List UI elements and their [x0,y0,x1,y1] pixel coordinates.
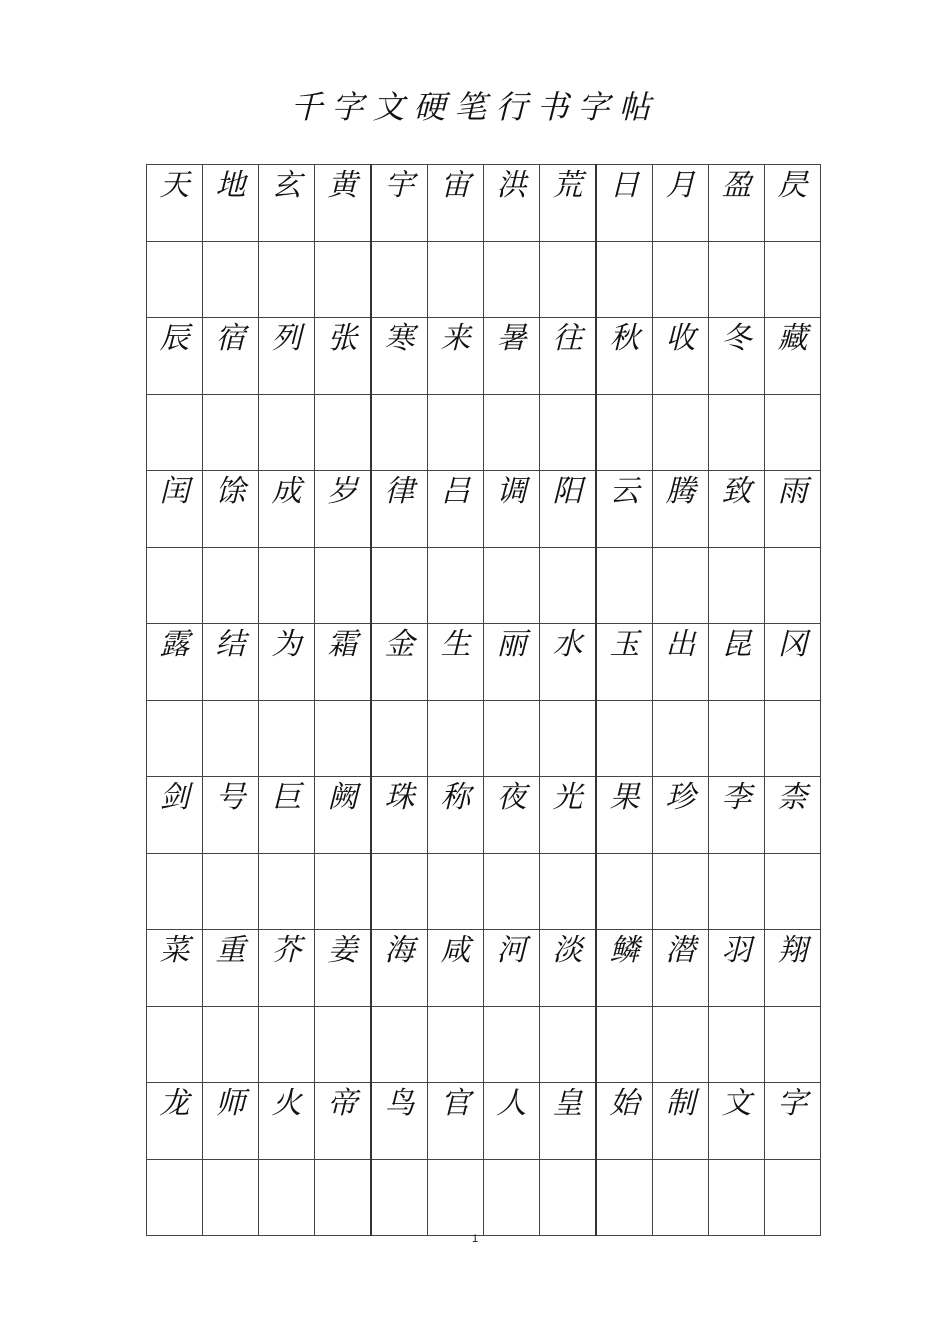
character-cell: 阳 [540,471,597,548]
character-cell: 文 [709,1083,765,1160]
practice-cell[interactable] [653,395,709,471]
character-cell: 昆 [709,624,765,701]
character-cell: 字 [765,1083,821,1160]
character-cell: 夜 [484,777,540,854]
character-cell: 宇 [371,165,428,242]
character-cell: 羽 [709,930,765,1007]
character-cell: 皇 [540,1083,597,1160]
practice-cell[interactable] [259,701,315,777]
character-cell: 致 [709,471,765,548]
practice-cell[interactable] [653,548,709,624]
character-row [147,165,821,242]
practice-cell[interactable] [540,854,597,930]
character-cell: 黄 [315,165,372,242]
character-cell: 鸟 [371,1083,428,1160]
character-cell: 成 [259,471,315,548]
character-cell: 天 [147,165,203,242]
page-number: 1 [471,1233,479,1245]
practice-cell[interactable] [259,395,315,471]
character-cell: 日 [596,165,653,242]
practice-cell[interactable] [540,1160,597,1236]
character-cell: 龙 [147,1083,203,1160]
character-cell: 雨 [765,471,821,548]
character-cell: 潜 [653,930,709,1007]
character-cell: 淡 [540,930,597,1007]
character-cell: 光 [540,777,597,854]
practice-cell[interactable] [371,1007,428,1083]
practice-cell[interactable] [540,242,597,318]
practice-cell[interactable] [596,242,653,318]
character-cell: 收 [653,318,709,395]
practice-cell[interactable] [371,1160,428,1236]
practice-cell[interactable] [709,1007,765,1083]
practice-cell[interactable] [371,242,428,318]
character-cell: 金 [371,624,428,701]
practice-cell[interactable] [147,242,203,318]
character-cell: 玄 [259,165,315,242]
practice-cell[interactable] [147,1007,203,1083]
practice-cell[interactable] [147,395,203,471]
character-row [147,471,821,548]
character-cell: 藏 [765,318,821,395]
practice-row [147,1160,821,1236]
practice-cell[interactable] [653,854,709,930]
character-cell: 荒 [540,165,597,242]
character-cell: 岁 [315,471,372,548]
practice-cell[interactable] [540,701,597,777]
practice-cell[interactable] [540,548,597,624]
practice-cell[interactable] [709,854,765,930]
practice-cell[interactable] [315,854,372,930]
character-row [147,930,821,1007]
practice-cell[interactable] [259,854,315,930]
character-cell: 冈 [765,624,821,701]
character-cell: 玉 [596,624,653,701]
character-cell: 冬 [709,318,765,395]
character-cell: 洪 [484,165,540,242]
character-cell: 河 [484,930,540,1007]
character-cell: 暑 [484,318,540,395]
character-cell: 咸 [428,930,484,1007]
practice-cell[interactable] [428,1007,484,1083]
practice-cell[interactable] [315,1007,372,1083]
character-row [147,318,821,395]
character-cell: 阙 [315,777,372,854]
character-cell: 列 [259,318,315,395]
practice-cell[interactable] [428,854,484,930]
practice-cell[interactable] [315,548,372,624]
character-cell: 张 [315,318,372,395]
practice-cell[interactable] [428,548,484,624]
practice-cell[interactable] [653,701,709,777]
practice-cell[interactable] [203,1007,259,1083]
practice-cell[interactable] [540,395,597,471]
character-cell: 出 [653,624,709,701]
character-cell: 闰 [147,471,203,548]
practice-cell[interactable] [203,548,259,624]
practice-cell[interactable] [709,548,765,624]
practice-cell[interactable] [709,1160,765,1236]
practice-cell[interactable] [653,1160,709,1236]
character-cell: 始 [596,1083,653,1160]
character-cell: 鳞 [596,930,653,1007]
practice-cell[interactable] [147,701,203,777]
practice-cell[interactable] [653,1007,709,1083]
character-cell: 师 [203,1083,259,1160]
character-cell: 菜 [147,930,203,1007]
practice-cell[interactable] [765,1007,821,1083]
character-cell: 云 [596,471,653,548]
practice-cell[interactable] [428,242,484,318]
character-cell: 水 [540,624,597,701]
practice-cell[interactable] [596,548,653,624]
practice-cell[interactable] [371,854,428,930]
character-cell: 为 [259,624,315,701]
practice-cell[interactable] [765,701,821,777]
practice-cell[interactable] [596,701,653,777]
character-cell: 巨 [259,777,315,854]
practice-cell[interactable] [147,854,203,930]
practice-cell[interactable] [765,1160,821,1236]
character-cell: 霜 [315,624,372,701]
character-cell: 结 [203,624,259,701]
character-cell: 珠 [371,777,428,854]
practice-cell[interactable] [653,242,709,318]
practice-cell[interactable] [203,242,259,318]
character-cell: 地 [203,165,259,242]
practice-row [147,854,821,930]
character-cell: 宙 [428,165,484,242]
character-cell: 腾 [653,471,709,548]
character-cell: 剑 [147,777,203,854]
character-cell: 律 [371,471,428,548]
character-cell: 帝 [315,1083,372,1160]
practice-cell[interactable] [371,395,428,471]
practice-cell[interactable] [428,395,484,471]
practice-cell[interactable] [484,242,540,318]
practice-cell[interactable] [709,701,765,777]
practice-cell[interactable] [765,395,821,471]
practice-cell[interactable] [259,1160,315,1236]
practice-cell[interactable] [259,548,315,624]
character-cell: 宿 [203,318,259,395]
practice-grid-body [147,165,821,1236]
character-cell: 盈 [709,165,765,242]
practice-cell[interactable] [203,854,259,930]
practice-cell[interactable] [484,854,540,930]
character-row [147,624,821,701]
practice-cell[interactable] [484,548,540,624]
practice-cell[interactable] [765,242,821,318]
character-cell: 人 [484,1083,540,1160]
character-cell: 秋 [596,318,653,395]
character-cell: 柰 [765,777,821,854]
practice-cell[interactable] [147,548,203,624]
practice-row [147,395,821,471]
practice-row [147,548,821,624]
character-cell: 官 [428,1083,484,1160]
practice-cell[interactable] [540,1007,597,1083]
practice-cell[interactable] [203,701,259,777]
character-cell: 吕 [428,471,484,548]
practice-cell[interactable] [259,1007,315,1083]
character-cell: 丽 [484,624,540,701]
practice-cell[interactable] [315,242,372,318]
practice-row [147,1007,821,1083]
practice-cell[interactable] [371,701,428,777]
practice-cell[interactable] [596,854,653,930]
practice-cell[interactable] [259,242,315,318]
practice-cell[interactable] [147,1160,203,1236]
practice-cell[interactable] [596,1007,653,1083]
character-cell: 寒 [371,318,428,395]
character-cell: 姜 [315,930,372,1007]
practice-cell[interactable] [315,701,372,777]
character-cell: 翔 [765,930,821,1007]
character-cell: 调 [484,471,540,548]
character-cell: 重 [203,930,259,1007]
practice-cell[interactable] [315,1160,372,1236]
character-cell: 露 [147,624,203,701]
page-title: 千字文硬笔行书字帖 [290,88,660,126]
practice-cell[interactable] [484,701,540,777]
character-cell: 称 [428,777,484,854]
character-cell: 往 [540,318,597,395]
character-cell: 芥 [259,930,315,1007]
practice-cell[interactable] [428,701,484,777]
practice-cell[interactable] [484,395,540,471]
practice-cell[interactable] [371,548,428,624]
character-cell: 昃 [765,165,821,242]
practice-cell[interactable] [709,395,765,471]
character-row [147,1083,821,1160]
practice-cell[interactable] [765,548,821,624]
character-cell: 海 [371,930,428,1007]
character-cell: 来 [428,318,484,395]
character-cell: 珍 [653,777,709,854]
practice-row [147,242,821,318]
character-cell: 辰 [147,318,203,395]
practice-cell[interactable] [596,1160,653,1236]
practice-cell[interactable] [484,1007,540,1083]
character-cell: 生 [428,624,484,701]
practice-cell[interactable] [709,242,765,318]
practice-cell[interactable] [315,395,372,471]
practice-cell[interactable] [596,395,653,471]
practice-cell[interactable] [765,854,821,930]
practice-cell[interactable] [203,1160,259,1236]
character-cell: 果 [596,777,653,854]
character-cell: 馀 [203,471,259,548]
practice-row [147,701,821,777]
practice-cell[interactable] [484,1160,540,1236]
character-cell: 号 [203,777,259,854]
character-cell: 李 [709,777,765,854]
practice-cell[interactable] [428,1160,484,1236]
character-cell: 制 [653,1083,709,1160]
practice-grid [146,164,821,1236]
character-row [147,777,821,854]
character-cell: 月 [653,165,709,242]
character-cell: 火 [259,1083,315,1160]
practice-cell[interactable] [203,395,259,471]
